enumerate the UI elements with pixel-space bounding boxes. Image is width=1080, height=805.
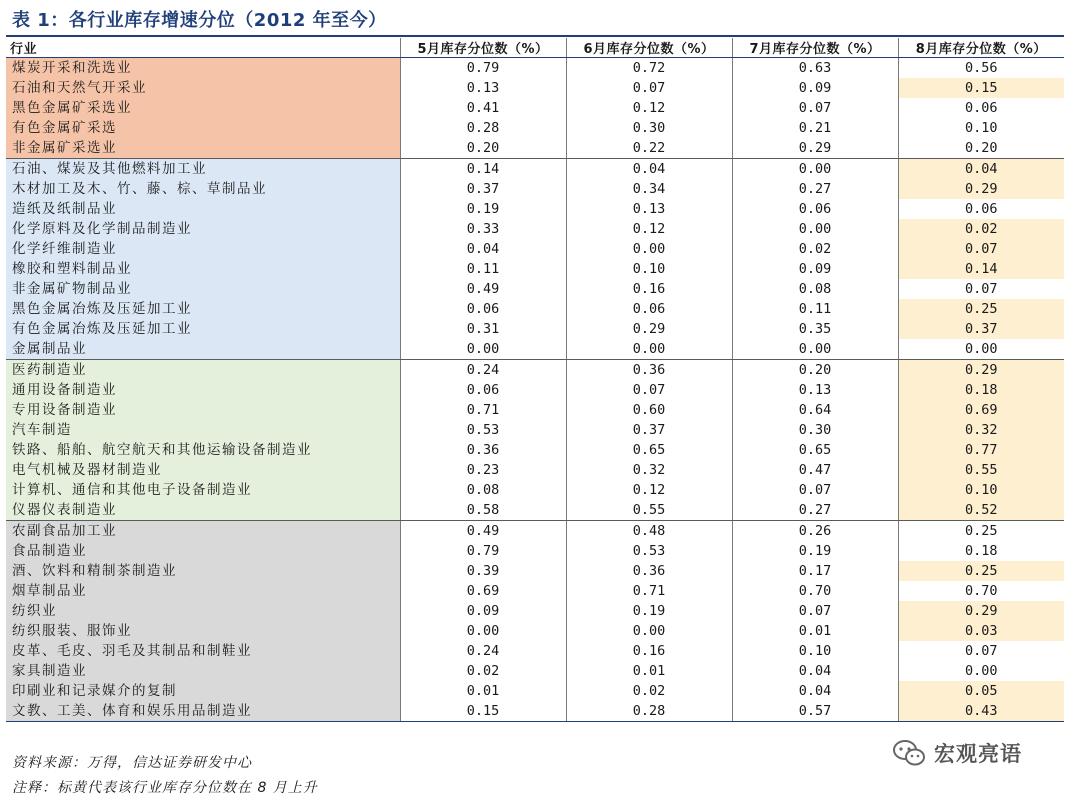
table-row: [6, 400, 1064, 420]
header-june: 6月库存分位数（%）: [566, 38, 732, 58]
june-value: 0.07: [566, 380, 732, 400]
table-row: [6, 601, 1064, 621]
may-value: 0.41: [400, 98, 566, 118]
july-value: 0.30: [732, 420, 898, 440]
may-value: 0.20: [400, 138, 566, 159]
may-value: 0.04: [400, 239, 566, 259]
industry-name: 计算机、通信和其他电子设备制造业: [6, 480, 400, 500]
industry-name: 通用设备制造业: [6, 380, 400, 400]
table-title: 表 1：各行业库存增速分位（2012 年至今）: [12, 10, 387, 31]
august-value: 0.43: [898, 701, 1064, 722]
may-value: 0.13: [400, 78, 566, 98]
industry-name: 金属制品业: [6, 339, 400, 360]
august-value: 0.10: [898, 480, 1064, 500]
july-value: 0.01: [732, 621, 898, 641]
june-value: 0.28: [566, 701, 732, 722]
industry-name: 黑色金属冶炼及压延加工业: [6, 299, 400, 319]
table-body: [6, 58, 1064, 722]
watermark-text: 宏观亮语: [934, 742, 1022, 766]
may-value: 0.37: [400, 179, 566, 199]
industry-name: 酒、饮料和精制茶制造业: [6, 561, 400, 581]
may-value: 0.79: [400, 58, 566, 79]
may-value: 0.49: [400, 279, 566, 299]
july-value: 0.07: [732, 98, 898, 118]
august-value: 0.32: [898, 420, 1064, 440]
august-value: 0.06: [898, 199, 1064, 219]
may-value: 0.02: [400, 661, 566, 681]
header-may: 5月库存分位数（%）: [400, 38, 566, 58]
table-row: [6, 440, 1064, 460]
table-row: [6, 360, 1064, 381]
table-row: [6, 98, 1064, 118]
table-row: [6, 561, 1064, 581]
may-value: 0.24: [400, 360, 566, 381]
table-row: [6, 500, 1064, 521]
august-value: 0.02: [898, 219, 1064, 239]
may-value: 0.49: [400, 521, 566, 542]
table-row: [6, 581, 1064, 601]
june-value: 0.00: [566, 239, 732, 259]
industry-name: 有色金属矿采选: [6, 118, 400, 138]
industry-name: 文教、工美、体育和娱乐用品制造业: [6, 701, 400, 722]
may-value: 0.23: [400, 460, 566, 480]
july-value: 0.00: [732, 219, 898, 239]
table-row: [6, 259, 1064, 279]
june-value: 0.07: [566, 78, 732, 98]
may-value: 0.19: [400, 199, 566, 219]
june-value: 0.12: [566, 480, 732, 500]
august-value: 0.10: [898, 118, 1064, 138]
june-value: 0.02: [566, 681, 732, 701]
may-value: 0.31: [400, 319, 566, 339]
may-value: 0.14: [400, 159, 566, 180]
industry-name: 纺织服装、服饰业: [6, 621, 400, 641]
industry-name: 有色金属冶炼及压延加工业: [6, 319, 400, 339]
may-value: 0.28: [400, 118, 566, 138]
july-value: 0.65: [732, 440, 898, 460]
may-value: 0.24: [400, 641, 566, 661]
table-header-row: [6, 38, 1064, 58]
june-value: 0.55: [566, 500, 732, 521]
may-value: 0.36: [400, 440, 566, 460]
industry-name: 印刷业和记录媒介的复制: [6, 681, 400, 701]
may-value: 0.33: [400, 219, 566, 239]
august-value: 0.29: [898, 601, 1064, 621]
july-value: 0.10: [732, 641, 898, 661]
july-value: 0.70: [732, 581, 898, 601]
august-value: 0.05: [898, 681, 1064, 701]
industry-name: 木材加工及木、竹、藤、棕、草制品业: [6, 179, 400, 199]
august-value: 0.04: [898, 159, 1064, 180]
june-value: 0.04: [566, 159, 732, 180]
june-value: 0.48: [566, 521, 732, 542]
industry-name: 橡胶和塑料制品业: [6, 259, 400, 279]
july-value: 0.06: [732, 199, 898, 219]
july-value: 0.29: [732, 138, 898, 159]
table-row: [6, 179, 1064, 199]
may-value: 0.00: [400, 339, 566, 360]
july-value: 0.07: [732, 480, 898, 500]
august-value: 0.56: [898, 58, 1064, 79]
august-value: 0.14: [898, 259, 1064, 279]
industry-name: 非金属矿采选业: [6, 138, 400, 159]
august-value: 0.69: [898, 400, 1064, 420]
table-row: [6, 701, 1064, 722]
table-row: [6, 199, 1064, 219]
may-value: 0.15: [400, 701, 566, 722]
header-july: 7月库存分位数（%）: [732, 38, 898, 58]
table-row: [6, 621, 1064, 641]
industry-name: 铁路、船舶、航空航天和其他运输设备制造业: [6, 440, 400, 460]
august-value: 0.29: [898, 360, 1064, 381]
table-row: [6, 138, 1064, 159]
table-row: [6, 299, 1064, 319]
june-value: 0.19: [566, 601, 732, 621]
july-value: 0.57: [732, 701, 898, 722]
table-row: [6, 541, 1064, 561]
july-value: 0.63: [732, 58, 898, 79]
august-value: 0.29: [898, 179, 1064, 199]
table-row: [6, 58, 1064, 79]
june-value: 0.12: [566, 98, 732, 118]
may-value: 0.01: [400, 681, 566, 701]
july-value: 0.17: [732, 561, 898, 581]
july-value: 0.35: [732, 319, 898, 339]
industry-name: 食品制造业: [6, 541, 400, 561]
table-row: [6, 319, 1064, 339]
july-value: 0.19: [732, 541, 898, 561]
july-value: 0.21: [732, 118, 898, 138]
may-value: 0.11: [400, 259, 566, 279]
industry-name: 黑色金属矿采选业: [6, 98, 400, 118]
june-value: 0.32: [566, 460, 732, 480]
industry-name: 医药制造业: [6, 360, 400, 381]
june-value: 0.60: [566, 400, 732, 420]
june-value: 0.16: [566, 641, 732, 661]
may-value: 0.00: [400, 621, 566, 641]
june-value: 0.06: [566, 299, 732, 319]
august-value: 0.37: [898, 319, 1064, 339]
table-row: [6, 380, 1064, 400]
june-value: 0.01: [566, 661, 732, 681]
industry-name: 化学纤维制造业: [6, 239, 400, 259]
industry-name: 烟草制品业: [6, 581, 400, 601]
industry-name: 皮革、毛皮、羽毛及其制品和制鞋业: [6, 641, 400, 661]
june-value: 0.71: [566, 581, 732, 601]
july-value: 0.13: [732, 380, 898, 400]
industry-name: 专用设备制造业: [6, 400, 400, 420]
july-value: 0.27: [732, 500, 898, 521]
table-row: [6, 159, 1064, 180]
industry-name: 化学原料及化学制品制造业: [6, 219, 400, 239]
june-value: 0.36: [566, 360, 732, 381]
august-value: 0.25: [898, 561, 1064, 581]
industry-name: 纺织业: [6, 601, 400, 621]
august-value: 0.07: [898, 239, 1064, 259]
may-value: 0.08: [400, 480, 566, 500]
august-value: 0.52: [898, 500, 1064, 521]
july-value: 0.47: [732, 460, 898, 480]
august-value: 0.25: [898, 521, 1064, 542]
august-value: 0.77: [898, 440, 1064, 460]
august-value: 0.15: [898, 78, 1064, 98]
august-value: 0.25: [898, 299, 1064, 319]
august-value: 0.07: [898, 641, 1064, 661]
table-row: [6, 279, 1064, 299]
may-value: 0.09: [400, 601, 566, 621]
industry-name: 农副食品加工业: [6, 521, 400, 542]
june-value: 0.72: [566, 58, 732, 79]
may-value: 0.79: [400, 541, 566, 561]
industry-name: 非金属矿物制品业: [6, 279, 400, 299]
may-value: 0.69: [400, 581, 566, 601]
wechat-icon: [892, 739, 926, 767]
table-row: [6, 118, 1064, 138]
may-value: 0.53: [400, 420, 566, 440]
july-value: 0.09: [732, 259, 898, 279]
june-value: 0.36: [566, 561, 732, 581]
remark-note: 注释：标黄代表该行业库存分位数在 8 月上升: [12, 780, 318, 796]
industry-name: 电气机械及器材制造业: [6, 460, 400, 480]
table-row: [6, 521, 1064, 542]
table-row: [6, 78, 1064, 98]
june-value: 0.00: [566, 339, 732, 360]
june-value: 0.65: [566, 440, 732, 460]
source-note: 资料来源：万得，信达证券研发中心: [12, 755, 252, 771]
july-value: 0.00: [732, 159, 898, 180]
may-value: 0.06: [400, 299, 566, 319]
july-value: 0.64: [732, 400, 898, 420]
table-row: [6, 681, 1064, 701]
table-row: [6, 641, 1064, 661]
table-row: [6, 339, 1064, 360]
table-row: [6, 460, 1064, 480]
august-value: 0.70: [898, 581, 1064, 601]
may-value: 0.71: [400, 400, 566, 420]
august-value: 0.55: [898, 460, 1064, 480]
august-value: 0.20: [898, 138, 1064, 159]
june-value: 0.29: [566, 319, 732, 339]
may-value: 0.39: [400, 561, 566, 581]
june-value: 0.34: [566, 179, 732, 199]
june-value: 0.00: [566, 621, 732, 641]
july-value: 0.02: [732, 239, 898, 259]
table-row: [6, 480, 1064, 500]
august-value: 0.00: [898, 661, 1064, 681]
industry-name: 汽车制造: [6, 420, 400, 440]
july-value: 0.08: [732, 279, 898, 299]
table-row: [6, 661, 1064, 681]
august-value: 0.03: [898, 621, 1064, 641]
august-value: 0.07: [898, 279, 1064, 299]
july-value: 0.04: [732, 681, 898, 701]
may-value: 0.58: [400, 500, 566, 521]
july-value: 0.09: [732, 78, 898, 98]
june-value: 0.22: [566, 138, 732, 159]
july-value: 0.20: [732, 360, 898, 381]
industry-name: 煤炭开采和洗选业: [6, 58, 400, 79]
june-value: 0.37: [566, 420, 732, 440]
table-row: [6, 239, 1064, 259]
july-value: 0.07: [732, 601, 898, 621]
june-value: 0.16: [566, 279, 732, 299]
july-value: 0.27: [732, 179, 898, 199]
june-value: 0.10: [566, 259, 732, 279]
july-value: 0.11: [732, 299, 898, 319]
july-value: 0.00: [732, 339, 898, 360]
header-industry: 行业: [6, 38, 400, 58]
title-divider: [6, 35, 1064, 37]
july-value: 0.26: [732, 521, 898, 542]
industry-name: 家具制造业: [6, 661, 400, 681]
industry-name: 仪器仪表制造业: [6, 500, 400, 521]
august-value: 0.18: [898, 541, 1064, 561]
june-value: 0.30: [566, 118, 732, 138]
table-row: [6, 420, 1064, 440]
header-august: 8月库存分位数（%）: [898, 38, 1064, 58]
may-value: 0.06: [400, 380, 566, 400]
august-value: 0.00: [898, 339, 1064, 360]
august-value: 0.18: [898, 380, 1064, 400]
watermark: [892, 738, 1022, 768]
july-value: 0.04: [732, 661, 898, 681]
industry-name: 石油、煤炭及其他燃料加工业: [6, 159, 400, 180]
june-value: 0.13: [566, 199, 732, 219]
table-row: [6, 219, 1064, 239]
industry-name: 石油和天然气开采业: [6, 78, 400, 98]
june-value: 0.12: [566, 219, 732, 239]
august-value: 0.06: [898, 98, 1064, 118]
industry-name: 造纸及纸制品业: [6, 199, 400, 219]
june-value: 0.53: [566, 541, 732, 561]
inventory-percentile-table: [6, 38, 1064, 722]
